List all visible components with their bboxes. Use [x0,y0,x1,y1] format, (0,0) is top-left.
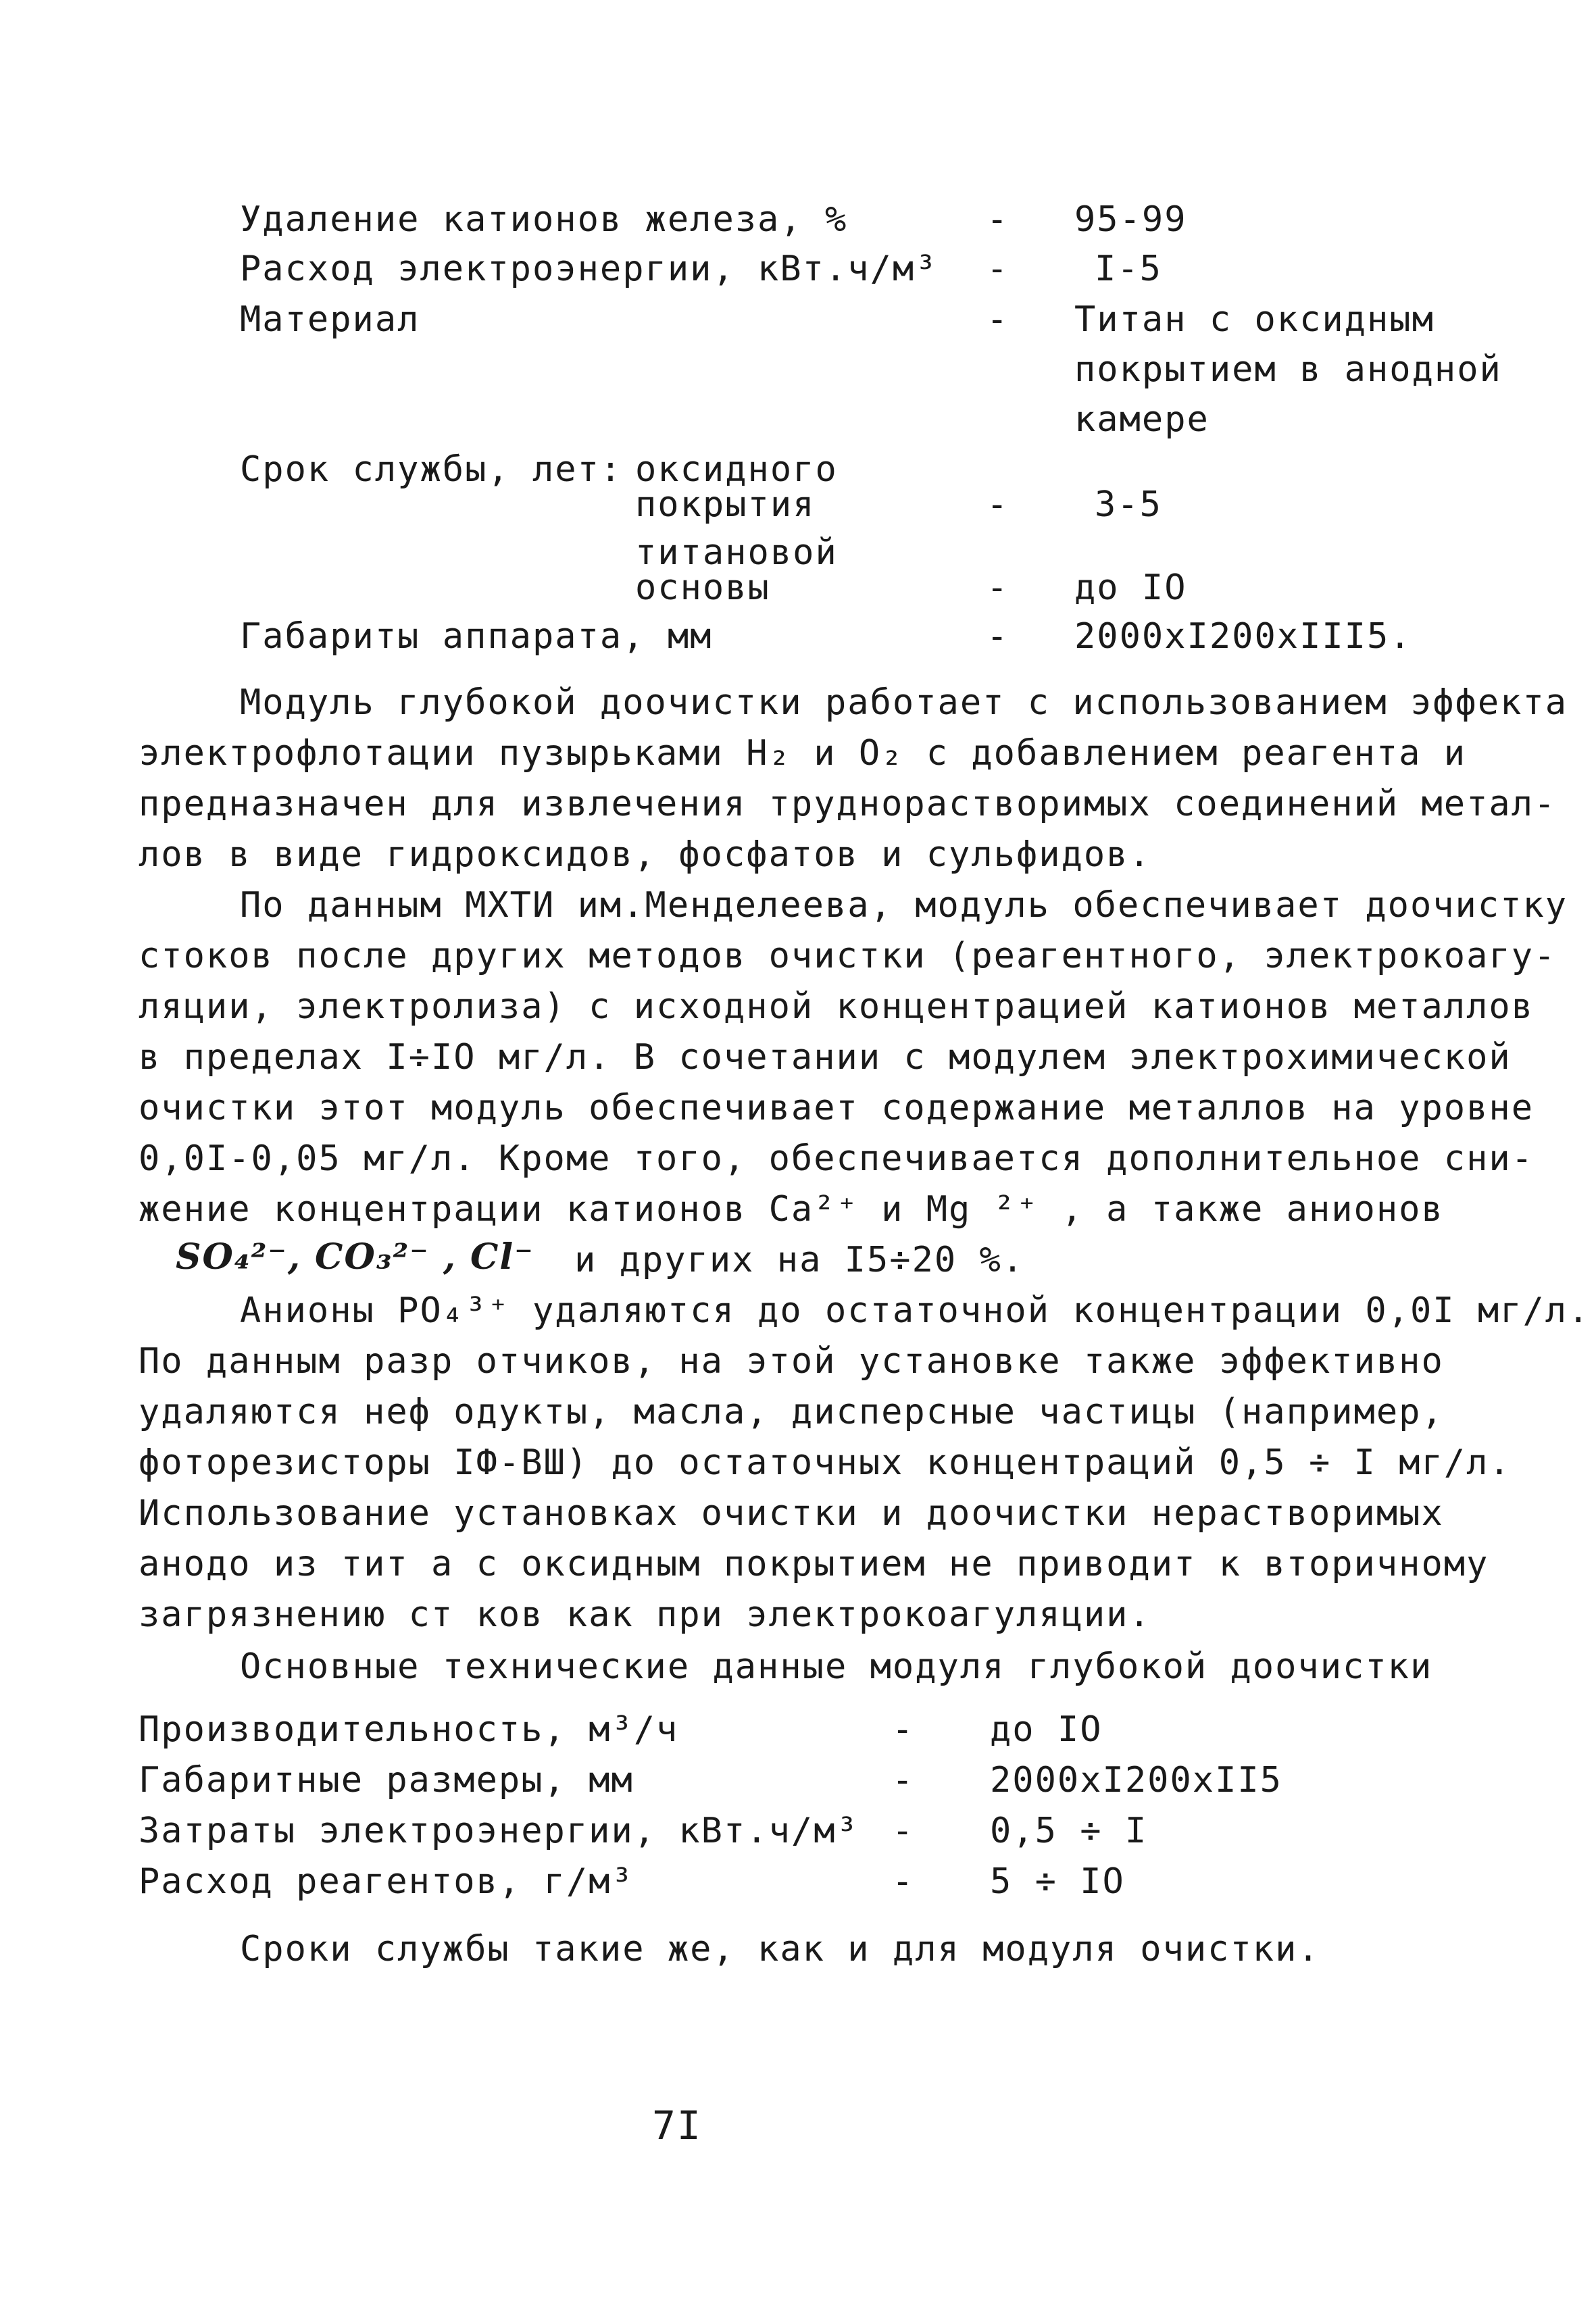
t1-r5-value: 2000xI200xIII5. [1074,616,1412,657]
para3-line-4: фоторезисторы ІФ-ВШ) до остаточных концентраций 0,5 ÷ I мг/л. [139,1442,1512,1483]
para3-line-7: загрязнению ст ков как при электрокоагуляции. [139,1594,1151,1635]
para1-line-3: предназначен для извлечения труднорастворимых соединений метал- [139,784,1557,824]
closing-line: Сроки службы такие же, как и для модуля очистки. [240,1929,1320,1969]
table2-title: Основные технические данные модуля глубокой доочистки [240,1646,1433,1687]
t1-r3-label: Материал [240,299,420,340]
t2-r2-label: Габаритные размеры, мм [139,1760,634,1801]
para2-line-5: очистки этот модуль обеспечивает содержание металлов на уровне [139,1088,1535,1128]
t1-r3-value-1: Титан с оксидным [1074,299,1435,340]
t1-r5-label: Габариты аппарата, мм [240,616,713,657]
para3-line-2: По данным разр отчиков, на этой установке также эффективно [139,1341,1444,1382]
t2-r3-dash: - [892,1811,915,1851]
para3-line-6: анодо из тит а с оксидным покрытием не приводит к вторичному [139,1544,1489,1584]
para2-line-1: По данным МХТИ им.Менделеева, модуль обеспечивает доочистку [240,885,1568,926]
t2-r1-label: Производительность, м³/ч [139,1709,679,1750]
t1-r4-sub1b: покрытия [635,484,816,525]
t1-r3-value-2: покрытием в анодной [1074,349,1502,390]
para2-line-6: 0,0I-0,05 мг/л. Кроме того, обеспечивается дополнительное сни- [139,1138,1535,1179]
para2-line-4: в пределах I÷IO мг/л. В сочетании с модулем электрохимической [139,1037,1512,1078]
t2-r1-value: до IO [990,1709,1103,1750]
t1-r3-value-3: камере [1074,399,1210,440]
t2-r2-dash: - [892,1760,915,1801]
t1-r4-dash1: - [987,484,1009,525]
t1-r2-dash: - [987,249,1009,289]
t1-r2-value: I-5 [1095,249,1162,289]
para2-line-8-end: и других на I5÷20 %. [574,1240,1025,1280]
para2-line-3: ляции, электролиза) с исходной концентрацией катионов металлов [139,986,1535,1027]
t1-r4-value2: до IO [1074,568,1187,608]
t1-r5-dash: - [987,616,1009,657]
t2-r4-dash: - [892,1861,915,1902]
t2-r1-dash: - [892,1709,915,1750]
t1-r2-label: Расход электроэнергии, кВт.ч/м³ [240,249,938,289]
para2-line-2: стоков после других методов очистки (реагентного, электрокоагу- [139,936,1557,976]
t2-r3-value: 0,5 ÷ I [990,1811,1148,1851]
t2-r4-value: 5 ÷ IO [990,1861,1125,1902]
t1-r4-dash2: - [987,568,1009,608]
t1-r3-dash: - [987,299,1009,340]
t1-r1-dash: - [987,199,1009,240]
t1-r4-sub2b: основы [635,568,770,608]
t1-r4-sub2a: титановой [635,532,838,573]
para3-line-3: удаляются неф одукты, масла, дисперсные частицы (например, [139,1392,1444,1432]
para3-line-5: Использование установках очистки и доочистки нерастворимых [139,1493,1444,1534]
t1-r4-label: Срок службы, лет: [240,449,623,490]
t2-r4-label: Расход реагентов, г/м³ [139,1861,634,1902]
page-number: 7I [652,2103,702,2148]
para1-line-1: Модуль глубокой доочистки работает с использованием эффекта [240,682,1568,723]
t1-r4-value1: 3-5 [1095,484,1162,525]
para3-line-1: Анионы PO₄³⁺ удаляются до остаточной концентрации 0,0I мг/л. [240,1290,1591,1331]
handwritten-anions: SO₄²⁻, CO₃²⁻ , Cl⁻ [176,1236,534,1278]
t1-r1-value: 95-99 [1074,199,1187,240]
t2-r3-label: Затраты электроэнергии, кВт.ч/м³ [139,1811,859,1851]
t2-r2-value: 2000xI200xII5 [990,1760,1282,1801]
para1-line-4: лов в виде гидроксидов, фосфатов и сульфидов. [139,834,1151,875]
para2-line-7: жение концентрации катионов Ca²⁺ и Mg ²⁺ , а также анионов [139,1189,1444,1230]
t1-r1-label: Удаление катионов железа, % [240,199,848,240]
para1-line-2: электрофлотации пузырьками H₂ и O₂ с добавлением реагента и [139,733,1467,774]
t1-r4-sub1a: оксидного [635,449,838,490]
